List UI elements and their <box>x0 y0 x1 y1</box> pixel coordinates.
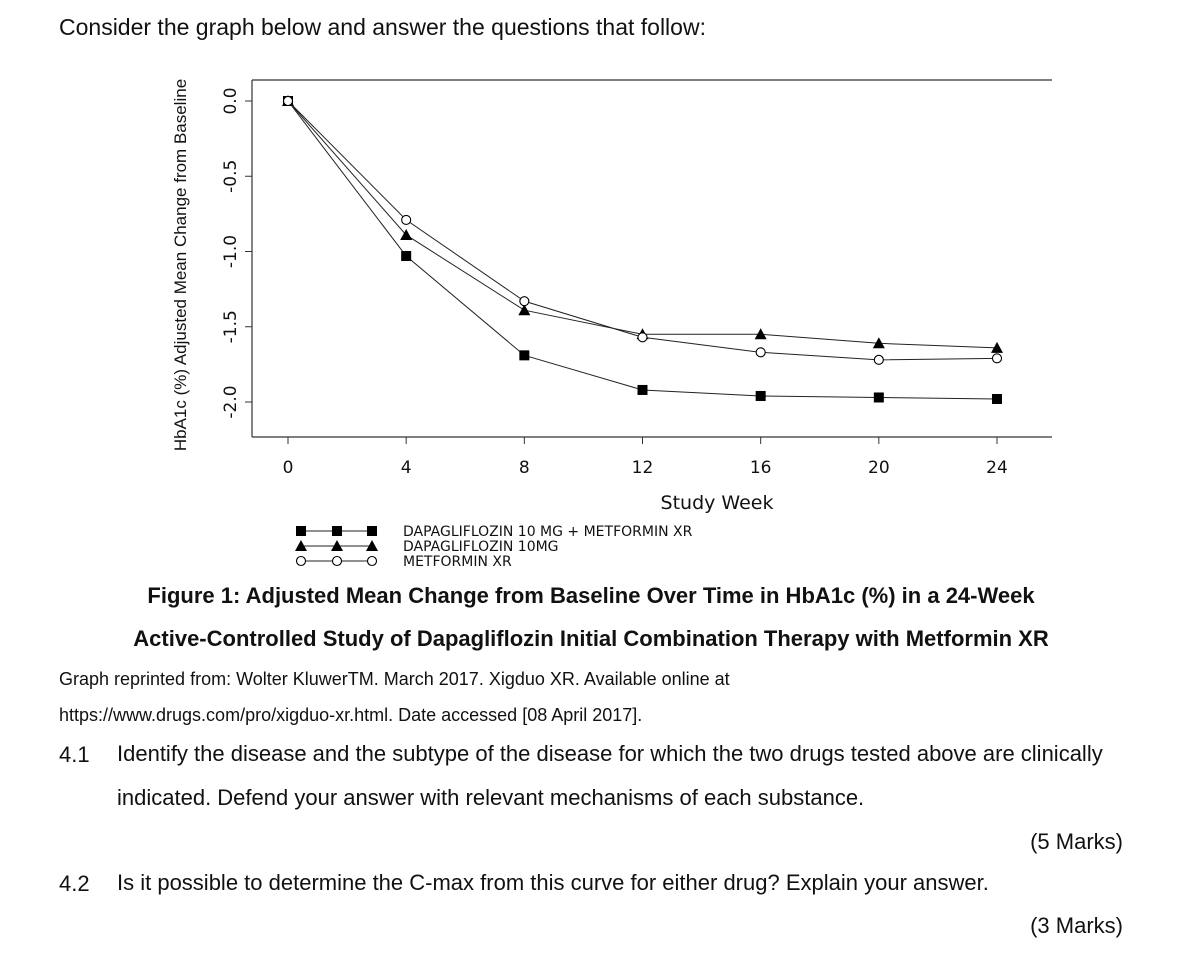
data-point <box>402 215 411 224</box>
x-tick-label: 4 <box>400 458 412 478</box>
x-tick-label: 24 <box>986 458 1008 478</box>
legend-marker <box>368 557 377 566</box>
x-tick-label: 12 <box>631 458 654 478</box>
data-point <box>992 394 1002 404</box>
y-tick-label: -1.5 <box>221 310 241 344</box>
y-tick-label: -2.0 <box>221 385 241 419</box>
x-tick-label: 20 <box>868 458 890 478</box>
question-number: 4.2 <box>59 871 90 896</box>
figure-caption-line-1: Figure 1: Adjusted Mean Change from Baseline Over Time in HbA1c (%) in a 24-Week <box>147 583 1035 608</box>
series-circle <box>284 97 1002 365</box>
data-point <box>756 391 766 401</box>
question-4-1-marks: (5 Marks) <box>1030 829 1123 854</box>
legend-marker <box>297 557 306 566</box>
chart-series <box>282 95 1003 404</box>
legend-marker <box>296 526 306 536</box>
chart-axes <box>252 80 1052 437</box>
data-point <box>638 385 648 395</box>
series-line <box>288 101 997 360</box>
x-tick-label: 8 <box>518 458 530 478</box>
series-line <box>288 101 997 348</box>
legend-marker <box>333 557 342 566</box>
series-square <box>283 96 1002 404</box>
legend-label: METFORMIN XR <box>403 554 512 570</box>
y-tick-label: 0.0 <box>221 87 241 115</box>
question-4-2-marks: (3 Marks) <box>1030 913 1123 938</box>
data-point <box>993 354 1002 363</box>
source-line-2: https://www.drugs.com/pro/xigduo-xr.html. Date accessed [08 April 2017]. <box>59 705 643 725</box>
chart-legend <box>295 524 693 570</box>
data-point <box>874 392 884 402</box>
legend-label: DAPAGLIFLOZIN 10MG <box>403 539 559 555</box>
data-point <box>756 348 765 357</box>
question-text: Is it possible to determine the C-max from this curve for either drug? Explain your answer. <box>117 870 989 895</box>
legend-label: DAPAGLIFLOZIN 10 MG + METFORMIN XR <box>403 524 693 540</box>
data-point <box>638 333 647 342</box>
series-line <box>288 101 997 399</box>
series-triangle <box>282 95 1003 353</box>
y-tick-label: -0.5 <box>221 159 241 193</box>
legend-marker <box>332 526 342 536</box>
x-tick-label: 0 <box>282 458 294 478</box>
question-number: 4.1 <box>59 742 90 767</box>
data-point <box>284 97 293 106</box>
y-ticks <box>171 79 252 451</box>
question-4-2 <box>59 871 1139 911</box>
data-point <box>401 251 411 261</box>
y-axis-label: HbA1c (%) Adjusted Mean Change from Baseline <box>171 78 190 452</box>
x-tick-label: 16 <box>749 458 772 478</box>
x-ticks <box>283 437 1008 514</box>
data-point <box>519 350 529 360</box>
source-line-1: Graph reprinted from: Wolter KluwerTM. March 2017. Xigduo XR. Available online at <box>59 669 730 689</box>
data-point <box>520 297 529 306</box>
y-tick-label: -1.0 <box>221 234 241 269</box>
question-text: Identify the disease and the subtype of the disease for which the two drugs tested above are clinically indicated. Defend your answer with relevant mechanisms of each substance. <box>117 741 1103 810</box>
intro-text: Consider the graph below and answer the questions that follow: <box>59 14 706 40</box>
legend-marker <box>367 526 377 536</box>
x-axis-label: Study Week <box>660 492 774 514</box>
question-4-1 <box>59 742 1139 832</box>
figure-caption-line-2: Active-Controlled Study of Dapagliflozin Initial Combination Therapy with Metformin XR <box>133 626 1049 651</box>
data-point <box>874 355 883 364</box>
